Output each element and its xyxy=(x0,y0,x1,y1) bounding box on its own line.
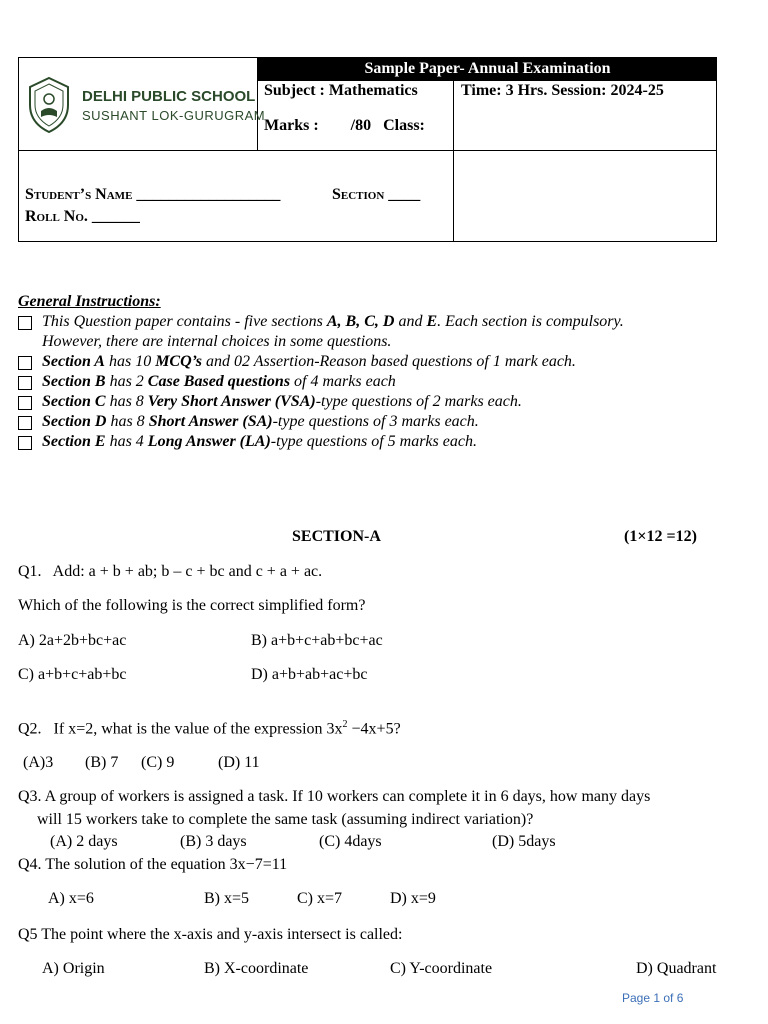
divider xyxy=(453,81,454,242)
school-crest-icon xyxy=(24,75,74,135)
q2-option-a: (A)3 xyxy=(23,754,54,771)
q2-option-c: (C) 9 xyxy=(141,754,175,771)
q1-stem: Q1. Add: a + b + ab; b – c + bc and c + a + ac. xyxy=(18,563,323,580)
bullet-icon xyxy=(18,316,32,330)
exam-banner: Sample Paper- Annual Examination xyxy=(258,57,717,81)
instruction-item: Section E has 4 Long Answer (LA)-type questions of 5 marks each. xyxy=(42,433,477,450)
q1-option-a: A) 2a+2b+bc+ac xyxy=(18,632,127,649)
instruction-item: Section D has 8 Short Answer (SA)-type questions of 3 marks each. xyxy=(42,413,479,430)
q5-stem: Q5 The point where the x-axis and y-axis intersect is called: xyxy=(18,926,403,943)
bullet-icon xyxy=(18,396,32,410)
school-name: DELHI PUBLIC SCHOOL xyxy=(82,88,256,105)
student-name-field: Student’s Name __________________ xyxy=(25,186,281,203)
school-branch: SUSHANT LOK-GURUGRAM xyxy=(82,108,266,123)
instruction-item: Section B has 2 Case Based questions of 4 marks each xyxy=(42,373,396,390)
q3-stem-continued: will 15 workers take to complete the same task (assuming indirect variation)? xyxy=(37,811,534,828)
section-a-marks: (1×12 =12) xyxy=(624,528,697,545)
q5-option-d: D) Quadrant xyxy=(636,960,717,977)
q2-stem: Q2. If x=2, what is the value of the expression $3x^2 -4x+5$? xyxy=(18,719,401,738)
q3-stem: Q3. A group of workers is assigned a task. If 10 workers can complete it in 6 days, how many days xyxy=(18,788,651,805)
q5-option-a: A) Origin xyxy=(42,960,105,977)
q4-stem: Q4. The solution of the equation 3x−7=11 xyxy=(18,856,288,873)
q5-option-b: B) X-coordinate xyxy=(204,960,309,977)
subject-label: Subject : Mathematics xyxy=(264,82,418,99)
bullet-icon xyxy=(18,356,32,370)
q4-option-a: A) x=6 xyxy=(48,890,94,907)
q3-option-b: (B) 3 days xyxy=(180,833,247,850)
q4-option-b: B) x=5 xyxy=(204,890,250,907)
section-field: Section ____ xyxy=(332,186,421,203)
q1-option-c: C) a+b+c+ab+bc xyxy=(18,666,127,683)
instruction-item: This Question paper contains - five sections A, B, C, D and E. Each section is compulsory. xyxy=(42,313,624,330)
q3-option-c: (C) 4days xyxy=(319,833,382,850)
time-session-label: Time: 3 Hrs. Session: 2024-25 xyxy=(461,82,664,99)
q1-option-d: D) a+b+ab+ac+bc xyxy=(251,666,368,683)
instruction-item: Section C has 8 Very Short Answer (VSA)-type questions of 2 marks each. xyxy=(42,393,522,410)
q3-option-d: (D) 5days xyxy=(492,833,556,850)
divider xyxy=(18,150,717,151)
q1-option-b: B) a+b+c+ab+bc+ac xyxy=(251,632,383,649)
roll-no-field: Roll No. ______ xyxy=(25,208,140,225)
school-logo xyxy=(24,75,266,135)
q2-option-d: (D) 11 xyxy=(218,754,260,771)
q5-option-c: C) Y-coordinate xyxy=(390,960,493,977)
instruction-item: Section A has 10 MCQ’s and 02 Assertion-Reason based questions of 1 mark each. xyxy=(42,353,576,370)
section-a-title: SECTION-A xyxy=(292,528,381,545)
instruction-item-continued: However, there are internal choices in some questions. xyxy=(42,333,392,350)
instructions-heading: General Instructions: xyxy=(18,293,161,310)
q4-option-c: C) x=7 xyxy=(297,890,343,907)
q2-option-b: (B) 7 xyxy=(85,754,119,771)
q3-option-a: (A) 2 days xyxy=(50,833,118,850)
q4-option-d: D) x=9 xyxy=(390,890,436,907)
bullet-icon xyxy=(18,376,32,390)
q1-subtext: Which of the following is the correct simplified form? xyxy=(18,597,366,614)
bullet-icon xyxy=(18,416,32,430)
marks-class-label: Marks : /80 Class: xyxy=(264,117,425,134)
bullet-icon xyxy=(18,436,32,450)
page-number: Page 1 of 6 xyxy=(622,991,684,1005)
